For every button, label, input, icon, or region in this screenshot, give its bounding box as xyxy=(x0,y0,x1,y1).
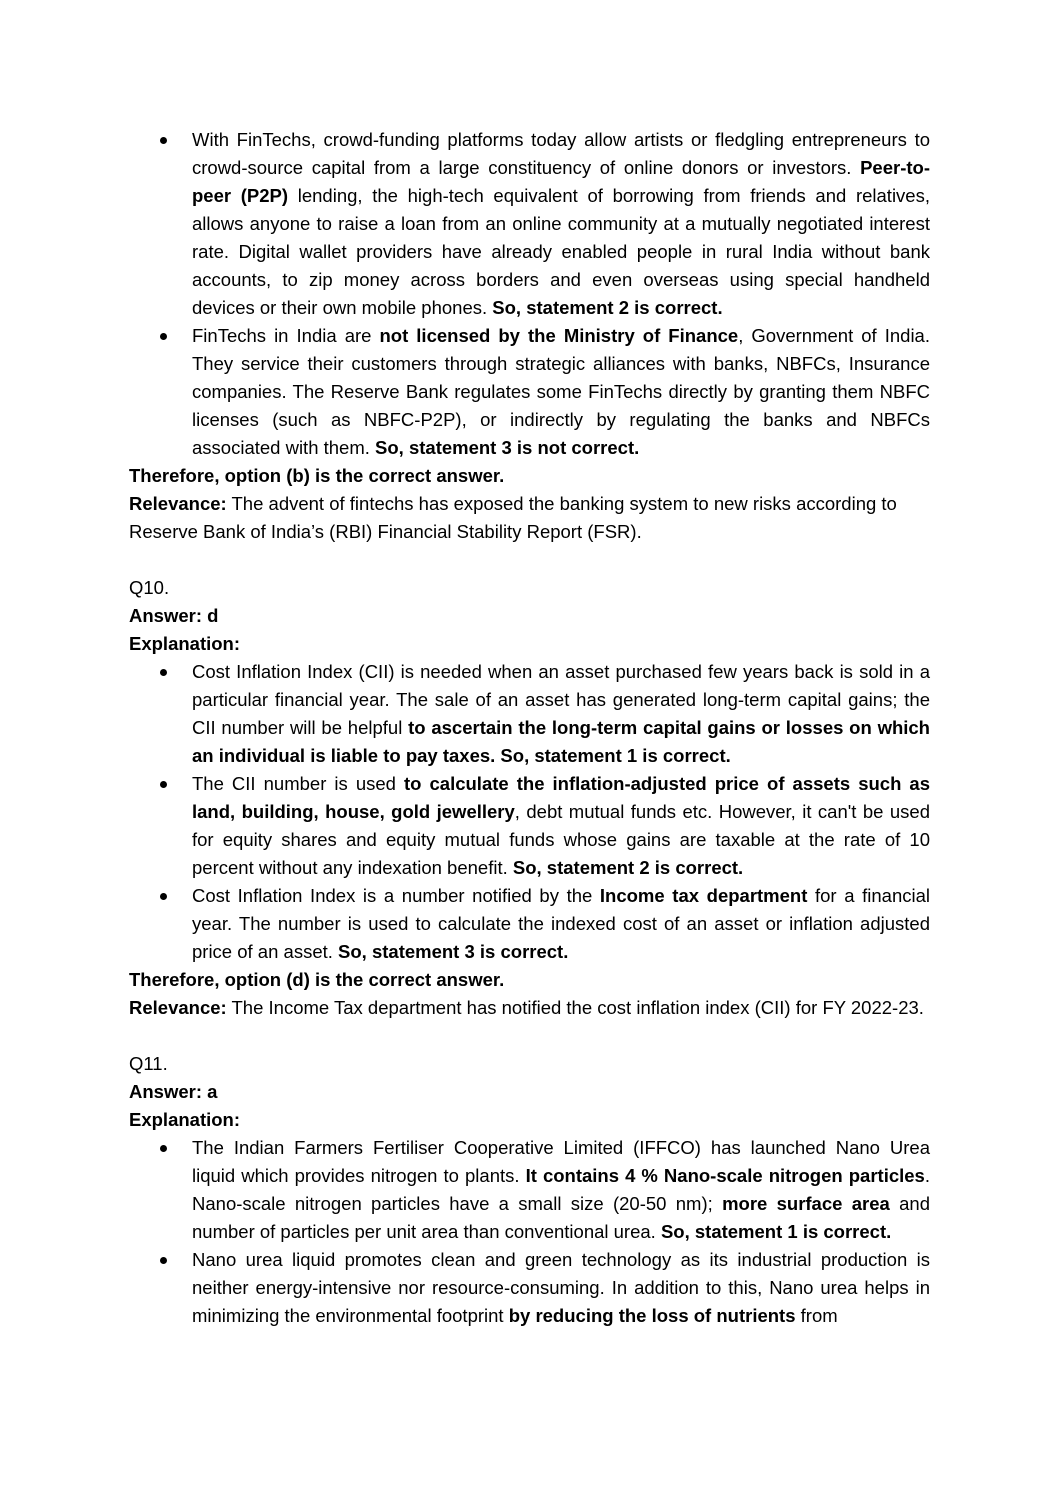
spacer xyxy=(129,546,930,574)
q10-answer: Answer: d xyxy=(129,605,219,626)
q10-conclusion: Therefore, option (d) is the correct answer. xyxy=(129,969,505,990)
list-item: Cost Inflation Index (CII) is needed when an asset purchased few years back is sold in a particular financial year. The sale of an asset has generated long-term capital gains; the CII number will be helpful to ascertain the long-term capital gains or losses on which an individual is liable to pay taxes. So, statement 1 is correct. xyxy=(129,658,930,770)
q10-explanation-label: Explanation: xyxy=(129,633,241,654)
q11-explanation-label: Explanation: xyxy=(129,1109,241,1130)
q10-number: Q10. xyxy=(129,577,170,598)
list-item: Nano urea liquid promotes clean and green technology as its industrial production is neither energy-intensive nor resource-consuming. In addition to this, Nano urea helps in minimizing the environmental footprint by reducing the loss of nutrients from xyxy=(129,1246,930,1330)
list-item: FinTechs in India are not licensed by the Ministry of Finance, Government of India. They service their customers through strategic alliances with banks, NBFCs, Insurance companies. The Reserve Bank regulates some FinTechs directly by granting them NBFC licenses (such as NBFC-P2P), or indirectly by regulating the banks and NBFCs associated with them. So, statement 3 is not correct. xyxy=(129,322,930,462)
q10-relevance: Relevance: The Income Tax department has notified the cost inflation index (CII) for FY 2022-23. xyxy=(129,997,924,1018)
q9-conclusion: Therefore, option (b) is the correct answer. xyxy=(129,465,505,486)
q11-bullet-list xyxy=(129,1134,930,1330)
q11-number: Q11. xyxy=(129,1053,168,1074)
q11-answer: Answer: a xyxy=(129,1081,218,1102)
spacer xyxy=(129,1022,930,1050)
q10-bullet-list xyxy=(129,658,930,966)
list-item: The Indian Farmers Fertiliser Cooperative Limited (IFFCO) has launched Nano Urea liquid which provides nitrogen to plants. It contains 4 % Nano-scale nitrogen particles. Nano-scale nitrogen particles have a small size (20-50 nm); more surface area and number of particles per unit area than conventional urea. So, statement 1 is correct. xyxy=(129,1134,930,1246)
list-item: The CII number is used to calculate the inflation-adjusted price of assets such as land, building, house, gold jewellery, debt mutual funds etc. However, it can't be used for equity shares and equity mutual funds whose gains are taxable at the rate of 10 percent without any indexation benefit. So, statement 2 is correct. xyxy=(129,770,930,882)
q9-bullet-list xyxy=(129,126,930,462)
q9-relevance: Relevance: The advent of fintechs has exposed the banking system to new risks according to Reserve Bank of India’s (RBI) Financial Stability Report (FSR). xyxy=(129,493,897,542)
list-item: With FinTechs, crowd-funding platforms today allow artists or fledgling entrepreneurs to crowd-source capital from a large constituency of online donors or investors. Peer-to-peer (P2P) lending, the high-tech equivalent of borrowing from friends and relatives, allows anyone to raise a loan from an online community at a mutually negotiated interest rate. Digital wallet providers have already enabled people in rural India without bank accounts, to zip money across borders and even overseas using special handheld devices or their own mobile phones. So, statement 2 is correct. xyxy=(129,126,930,322)
list-item: Cost Inflation Index is a number notified by the Income tax department for a financial year. The number is used to calculate the indexed cost of an asset or inflation adjusted price of an asset. So, statement 3 is correct. xyxy=(129,882,930,966)
page-content xyxy=(129,126,930,1330)
